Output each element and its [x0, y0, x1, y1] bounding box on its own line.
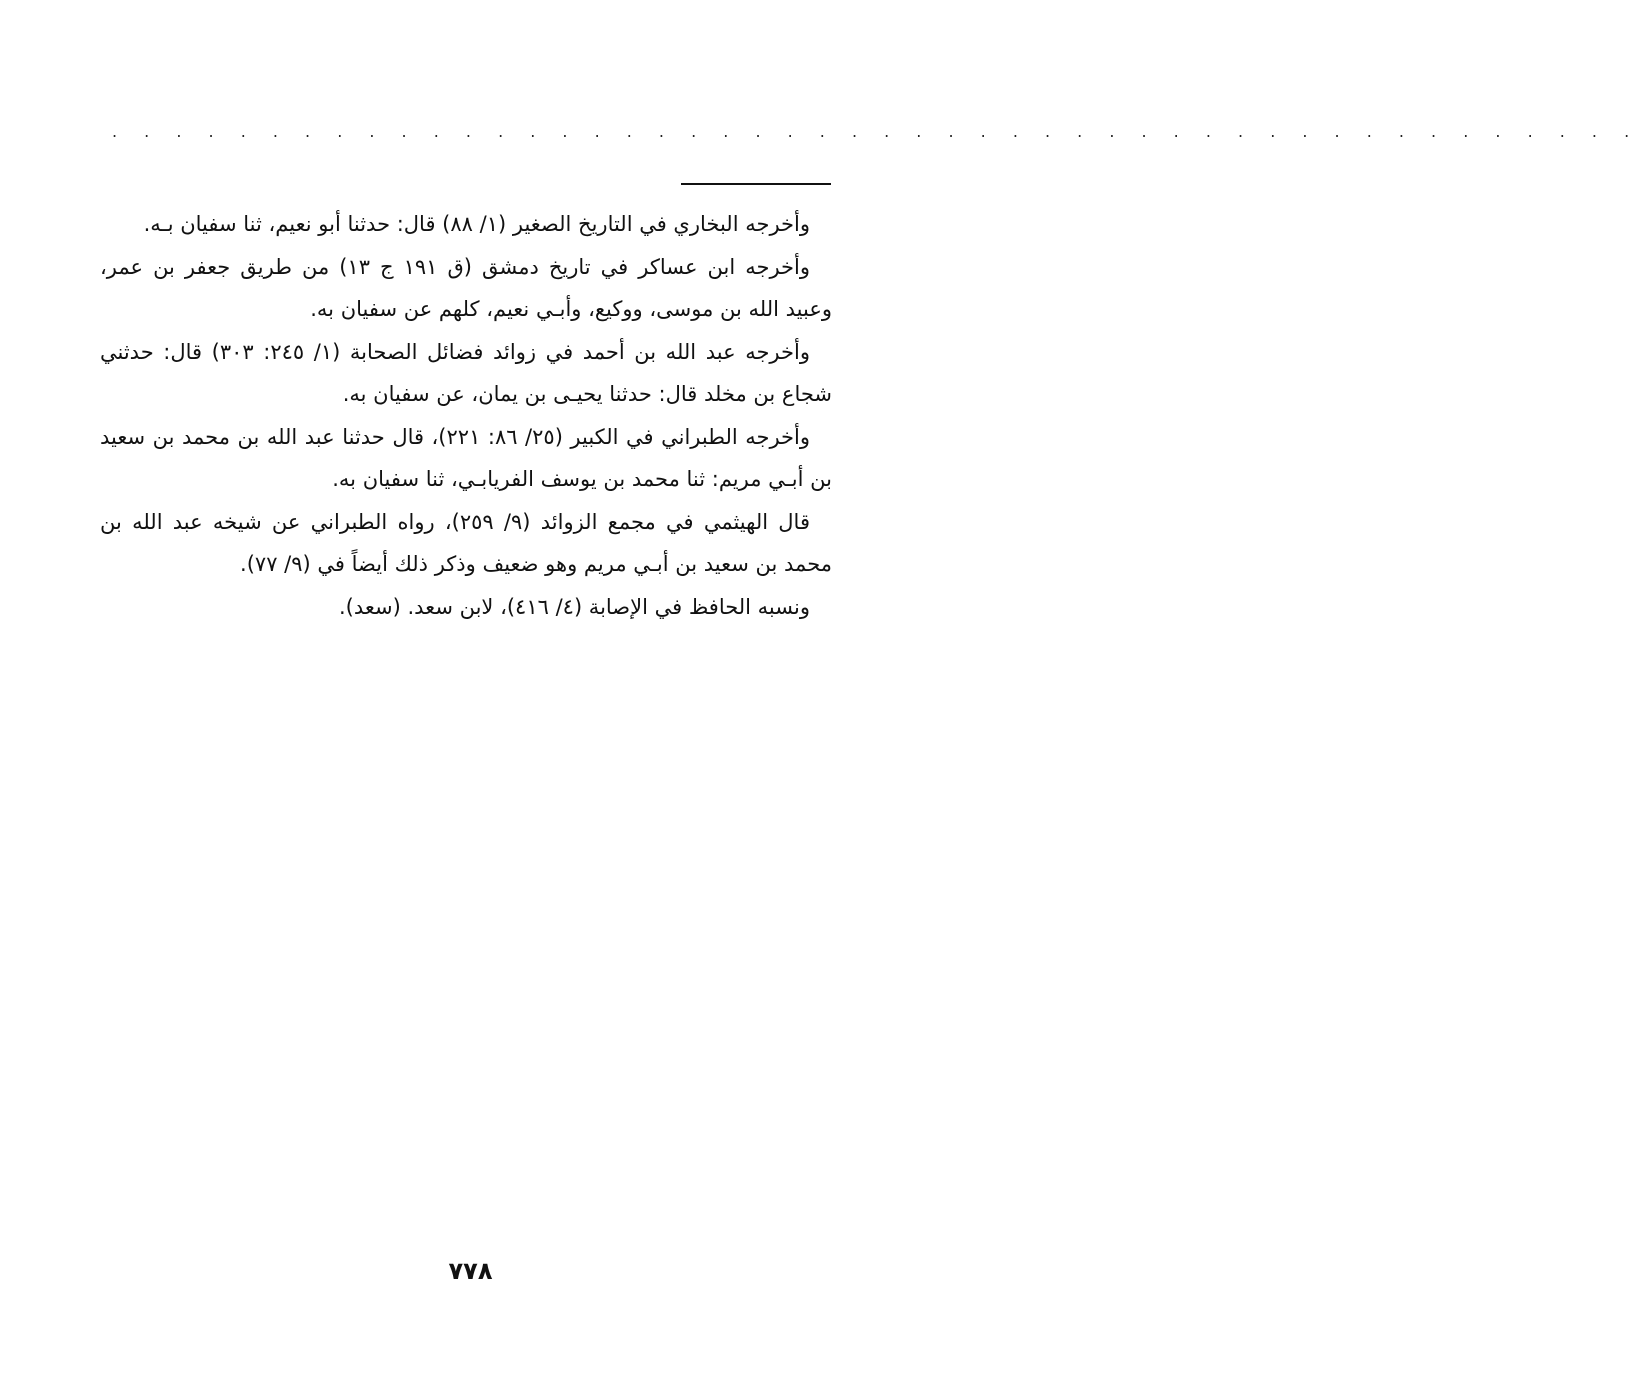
- footnote-paragraph: وأخرجه البخاري في التاريخ الصغير (١/ ٨٨) قال: حدثنا أبو نعيم، ثنا سفيان بـه.: [143, 212, 810, 236]
- footnote-paragraph: وأخرجه الطبراني في الكبير (٢٥/ ٨٦: ٢٢١)، قال حدثنا عبد الله بن محمد بن سعيد بن أبـي مريم: ثنا محمد بن يوسف الفريابـي، ثنا سفيان به.: [100, 424, 832, 491]
- footnote-paragraph: ونسبه الحافظ في الإصابة (٤/ ٤١٦)، لابن سعد. (سعد).: [339, 594, 810, 619]
- footnote-paragraph: قال الهيثمي في مجمع الزوائد (٩/ ٢٥٩)، رواه الطبراني عن شيخه عبد الله بن محمد بن سعيد بن أبـي مريم وهو ضعيف وذكر ذلك أيضاً في (٩/ ٧٧).: [100, 509, 832, 576]
- footnote-paragraph: وأخرجه ابن عساكر في تاريخ دمشق (ق ١٩١ ج ١٣) من طريق جعفر بن عمر، وعبيد الله بن موسى، ووكيع، وأبـي نعيم، كلهم عن سفيان به.: [100, 254, 832, 321]
- dotted-separator: . . . . . . . . . . . . . . . . . . . . . . . . . . . . . . . . . . . . . . . . . . . . . . . .: [112, 122, 1640, 141]
- page-number: ٧٧٨: [448, 1257, 493, 1285]
- footnotes-block: [100, 203, 832, 628]
- footnote-paragraph: وأخرجه عبد الله بن أحمد في زوائد فضائل الصحابة (١/ ٢٤٥: ٣٠٣) قال: حدثني شجاع بن مخلد قال: حدثنا يحيـى بن يمان، عن سفيان به.: [100, 339, 832, 406]
- footnote-rule: [681, 183, 831, 185]
